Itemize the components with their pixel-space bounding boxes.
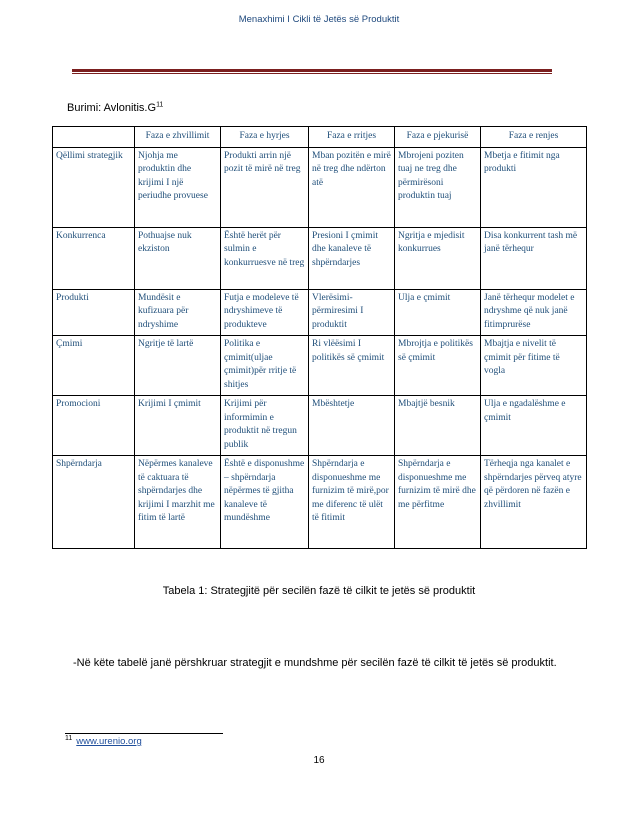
table-cell: Politika e çmimit(uljae çmimit)për rritje të shitjes xyxy=(221,336,309,396)
table-caption: Tabela 1: Strategjitë për secilën fazë të cilkit te jetës së produktit xyxy=(162,585,476,597)
header-rule-thick xyxy=(72,69,552,72)
table-header-cell xyxy=(53,127,135,148)
table-cell: Mbrojeni poziten tuaj ne treg dhe përmirësoni produktin tuaj xyxy=(395,147,481,227)
table-cell: Shpërndarja e disponueshme me furnizim të mirë dhe me përfitme xyxy=(395,456,481,549)
body-paragraph: -Në këte tabelë janë përshkruar strategjit e mundshme për secilën fazë të cilkit të jetës së produktit. xyxy=(73,657,557,669)
page-number: 16 xyxy=(313,755,325,766)
table-header-cell: Faza e pjekurisë xyxy=(395,127,481,148)
table-cell: Mbetja e fitimit nga produkti xyxy=(481,147,587,227)
table-header-cell: Faza e rritjes xyxy=(309,127,395,148)
table-cell: Mbështetje xyxy=(309,396,395,456)
table-row xyxy=(53,396,587,456)
table-cell: Ngritja e mjedisit konkurrues xyxy=(395,227,481,289)
table-row xyxy=(53,147,587,227)
table-cell: Mbajtjë besnik xyxy=(395,396,481,456)
footnote-number: 11 xyxy=(65,734,73,742)
table-cell: Mundësit e kufizuara për ndryshime xyxy=(135,289,221,336)
table-cell: Futja e modeleve të ndryshimeve të produkteve xyxy=(221,289,309,336)
header-rule-thin xyxy=(72,73,552,74)
table-cell: Disa konkurrent tash më janë tërhequr xyxy=(481,227,587,289)
table-row xyxy=(53,289,587,336)
row-label: Çmimi xyxy=(53,336,135,396)
footnote-divider xyxy=(65,733,223,734)
table-cell: Janë tërhequr modelet e ndryshme që nuk janë fitimprurëse xyxy=(481,289,587,336)
table-cell: Mbajtja e nivelit të çmimit për fitime të vogla xyxy=(481,336,587,396)
footnote-ref[interactable]: 11 xyxy=(156,101,164,109)
table-cell: Shpërndarja e disponueshme me furnizim të mirë,por me diferenc të ulët të fitimit xyxy=(309,456,395,549)
table-row xyxy=(53,336,587,396)
footnote-link[interactable]: www.urenio.org xyxy=(76,736,142,747)
table-cell: Ngritje të lartë xyxy=(135,336,221,396)
row-label: Produkti xyxy=(53,289,135,336)
table-cell: Nëpërmes kanaleve të caktuara të shpërndarjes dhe krijimi I marzhit me fitim të lartë xyxy=(135,456,221,549)
table-cell: Ulja e ngadalëshme e çmimit xyxy=(481,396,587,456)
table-row xyxy=(53,227,587,289)
table-header-row xyxy=(53,127,587,148)
table-cell: Krijimi për informimin e produktit në tregun publik xyxy=(221,396,309,456)
row-label: Qëllimi strategjik xyxy=(53,147,135,227)
row-label: Shpërndarja xyxy=(53,456,135,549)
table-cell: Mban pozitën e mirë në treg dhe ndërton atë xyxy=(309,147,395,227)
table-cell: Produkti arrin një pozit të mirë në treg xyxy=(221,147,309,227)
running-header: Menaxhimi I Cikli të Jetës së Produktit xyxy=(238,14,400,25)
footnote xyxy=(65,736,142,747)
table-cell: Pothuajse nuk ekziston xyxy=(135,227,221,289)
table-row xyxy=(53,456,587,549)
table-cell: Ulja e çmimit xyxy=(395,289,481,336)
table-cell: Mbrojtja e politikës së çmimit xyxy=(395,336,481,396)
strategy-table xyxy=(52,126,587,549)
table-cell: Krijimi I çmimit xyxy=(135,396,221,456)
table-cell: Është herët për sulmin e konkurruesve në treg xyxy=(221,227,309,289)
row-label: Promocioni xyxy=(53,396,135,456)
table-cell: Është e disponushme – shpërndarja nëpërmes të gjitha kanaleve të mundëshme xyxy=(221,456,309,549)
row-label: Konkurrenca xyxy=(53,227,135,289)
table-cell: Presioni I çmimit dhe kanaleve të shpërndarjes xyxy=(309,227,395,289)
table-cell: Tërheqja nga kanalet e shpërndarjes përveq atyre që përdoren në fazën e zhvillimit xyxy=(481,456,587,549)
source-line xyxy=(67,102,163,114)
table-header-cell: Faza e renjes xyxy=(481,127,587,148)
source-text: Burimi: Avlonitis.G xyxy=(67,102,157,114)
table-cell: Njohja me produktin dhe krijimi I një periudhe provuese xyxy=(135,147,221,227)
table-cell: Vlerësimi-përmiresimi I produktit xyxy=(309,289,395,336)
table-header-cell: Faza e hyrjes xyxy=(221,127,309,148)
table-header-cell: Faza e zhvillimit xyxy=(135,127,221,148)
table-cell: Ri vlëësimi I politikës së çmimit xyxy=(309,336,395,396)
